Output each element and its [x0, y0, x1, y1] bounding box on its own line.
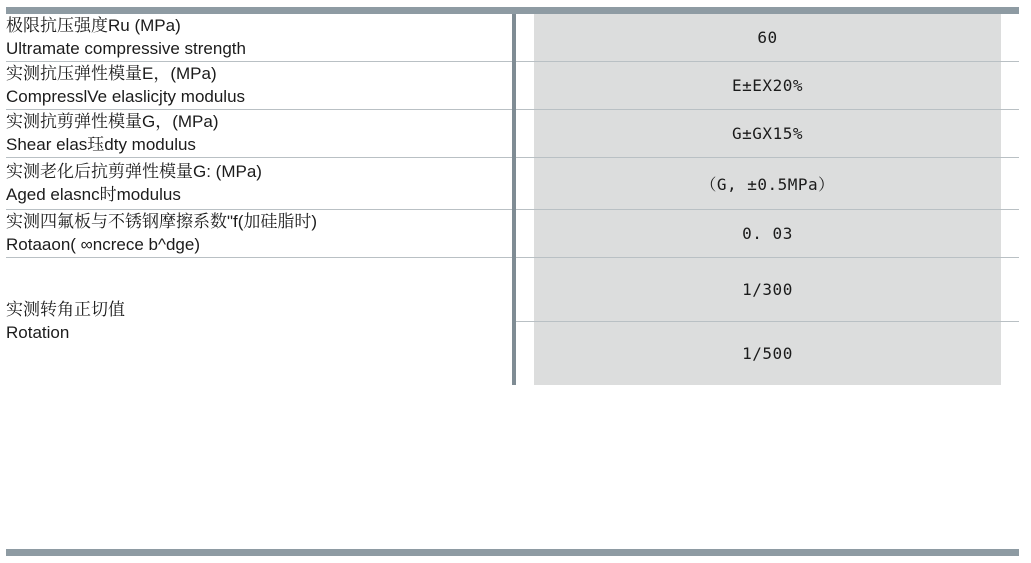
table-row: [6, 110, 1019, 158]
table-row: [6, 210, 1019, 258]
row-label-chinese: 实测转角正切值: [6, 299, 125, 319]
row-value-cell: [514, 258, 1019, 322]
row-label-english: Ultramate compressive strength: [6, 38, 246, 58]
row-label-english: Shear elas珏dty modulus: [6, 134, 196, 154]
row-label-chinese: 实测老化后抗剪弹性模量G: (MPa): [6, 161, 262, 181]
value-box: E±EX20%: [534, 62, 1001, 109]
row-label-cell: [6, 210, 514, 258]
row-label-cell: [6, 62, 514, 110]
row-label-english: CompresslVe elaslicjty modulus: [6, 86, 246, 106]
row-value-cell: [514, 322, 1019, 386]
row-value-cell: [514, 14, 1019, 62]
specification-table: [6, 14, 1019, 385]
row-label-cell: [6, 158, 514, 210]
value-box: 60: [534, 14, 1001, 61]
row-label-english: Rotation: [6, 322, 70, 342]
row-label-cell: [6, 258, 514, 386]
row-label-cell: [6, 14, 514, 62]
table-bottom-rule: [6, 549, 1019, 556]
row-label-chinese: 实测抗剪弹性模量G，(MPa): [6, 111, 219, 131]
row-value-cell: [514, 62, 1019, 110]
value-box: G±GX15%: [534, 110, 1001, 157]
table-row: [6, 258, 1019, 322]
row-value-cell: [514, 210, 1019, 258]
table-row: [6, 62, 1019, 110]
table-top-rule: [6, 7, 1019, 14]
value-box: 1/500: [534, 322, 1001, 385]
table-row: [6, 158, 1019, 210]
row-value-cell: [514, 110, 1019, 158]
row-label-chinese: 实测抗压弹性模量E，(MPa): [6, 63, 217, 83]
row-label-cell: [6, 110, 514, 158]
value-box: （G, ±0.5MPa）: [534, 158, 1001, 209]
row-value-cell: [514, 158, 1019, 210]
row-label-english: Aged elasnc时modulus: [6, 184, 181, 204]
table-row: [6, 14, 1019, 62]
row-label-english: Rotaaon( ∞ncrece b^dge): [6, 234, 200, 254]
row-label-chinese: 极限抗压强度Ru (MPa): [6, 15, 181, 35]
row-label-chinese: 实测四氟板与不锈钢摩擦系数"f(加硅脂时): [6, 211, 318, 231]
value-box: 0. 03: [534, 210, 1001, 257]
value-box: 1/300: [534, 258, 1001, 321]
